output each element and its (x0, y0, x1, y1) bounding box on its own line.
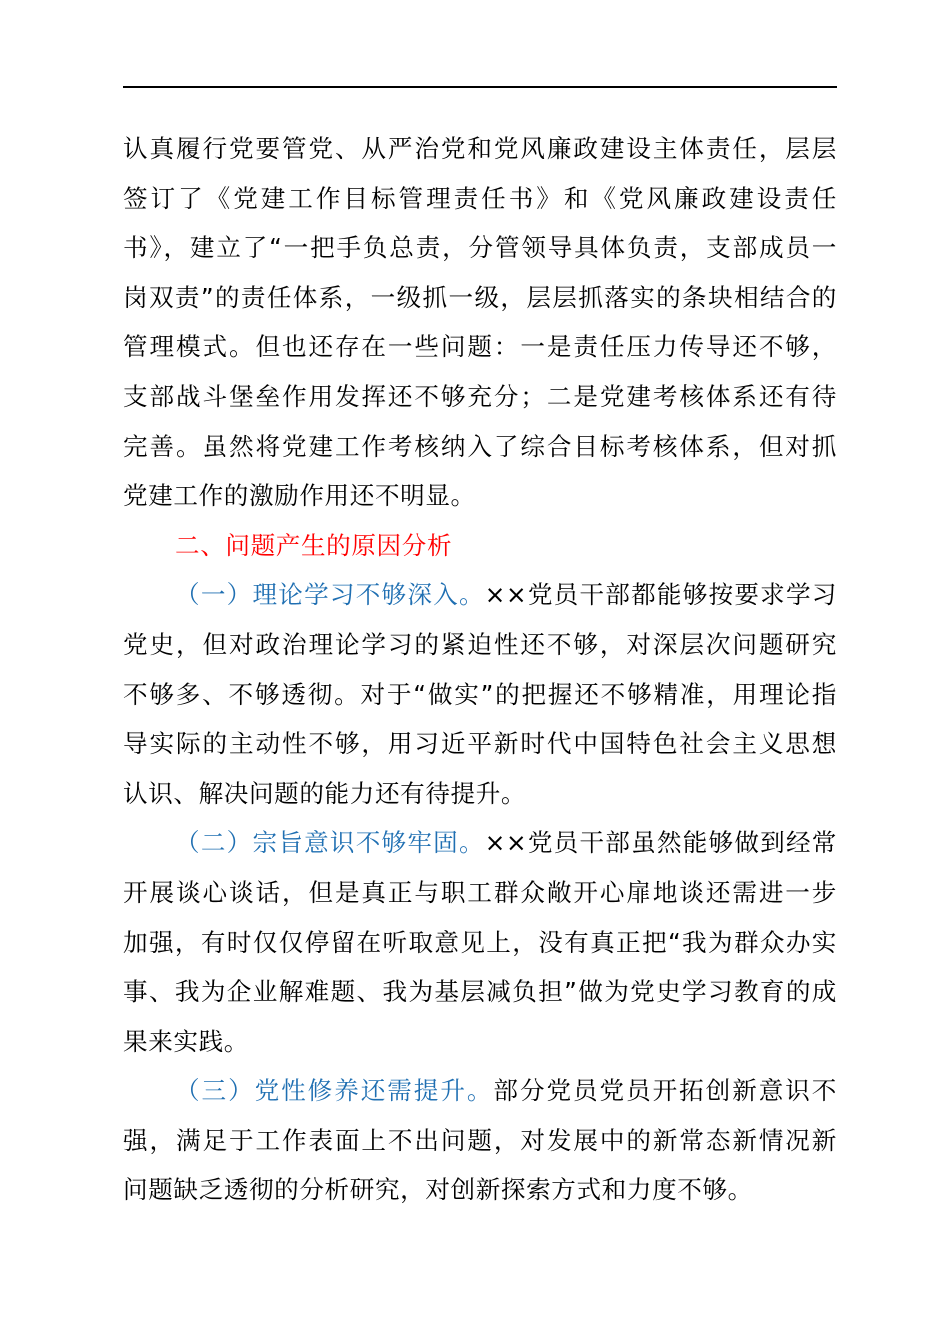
header-rule (123, 86, 837, 88)
item-first-line (123, 570, 837, 620)
text-line: 不够多、不够透彻。对于“做实”的把握还不够精准，用理论指 (123, 679, 837, 709)
item-first-line (123, 818, 837, 868)
text-line: 认真履行党要管党、从严治党和党风廉政建设主体责任，层层 (123, 134, 837, 163)
text-line: 认识、解决问题的能力还有待提升。 (123, 778, 527, 808)
text-line: 岗双责”的责任体系，一级抓一级，层层抓落实的条块相结合的 (123, 282, 837, 312)
text-line: 问题缺乏透彻的分析研究，对创新探索方式和力度不够。 (123, 1175, 753, 1205)
text-line: 开展谈心谈话，但是真正与职工群众敞开心扉地谈还需进一步 (123, 877, 837, 907)
text-line: 完善。虽然将党建工作考核纳入了综合目标考核体系，但对抓 (123, 431, 837, 461)
paragraph-theory-study (123, 570, 837, 818)
text-line: 强，满足于工作表面上不出问题，对发展中的新常态新情况新 (123, 1125, 837, 1155)
text-line: 管理模式。但也还存在一些问题：一是责任压力传导还不够， (123, 332, 837, 362)
text-line: 事、我为企业解难题、我为基层减负担”做为党史学习教育的成 (123, 977, 837, 1007)
text-line: 党史，但对政治理论学习的紧迫性还不够，对深层次问题研究 (123, 629, 837, 659)
item-heading: （二）宗旨意识不够牢固。 (175, 828, 485, 858)
text-line: 支部战斗堡垒作用发挥还不够充分；二是党建考核体系还有待 (123, 381, 837, 411)
item-text: ××党员干部虽然能够做到经常 (484, 828, 837, 858)
text-line: 加强，有时仅仅停留在听取意见上，没有真正把“我为群众办实 (123, 927, 837, 957)
item-heading: （一）理论学习不够深入。 (175, 580, 485, 610)
item-text: ××党员干部都能够按要求学习 (484, 580, 837, 610)
text-line: 党建工作的激励作用还不明显。 (123, 481, 476, 511)
paragraph-responsibility (123, 124, 837, 521)
text-line: 导实际的主动性不够，用习近平新时代中国特色社会主义思想 (123, 729, 837, 759)
item-heading: （三）党性修养还需提升。 (175, 1076, 494, 1106)
paragraph-party-spirit (123, 1066, 837, 1215)
document-body (123, 124, 837, 1215)
item-first-line (123, 1066, 837, 1116)
item-text: 部分党员党员开拓创新意识不 (493, 1076, 837, 1106)
section-heading: 二、问题产生的原因分析 (175, 530, 453, 560)
text-line: 书》，建立了“一把手负总责，分管领导具体负责，支部成员一 (123, 233, 837, 263)
paragraph-purpose-awareness (123, 818, 837, 1066)
text-line: 签订了《党建工作目标管理责任书》和《党风廉政建设责任 (123, 183, 837, 213)
text-line: 果来实践。 (123, 1026, 249, 1056)
